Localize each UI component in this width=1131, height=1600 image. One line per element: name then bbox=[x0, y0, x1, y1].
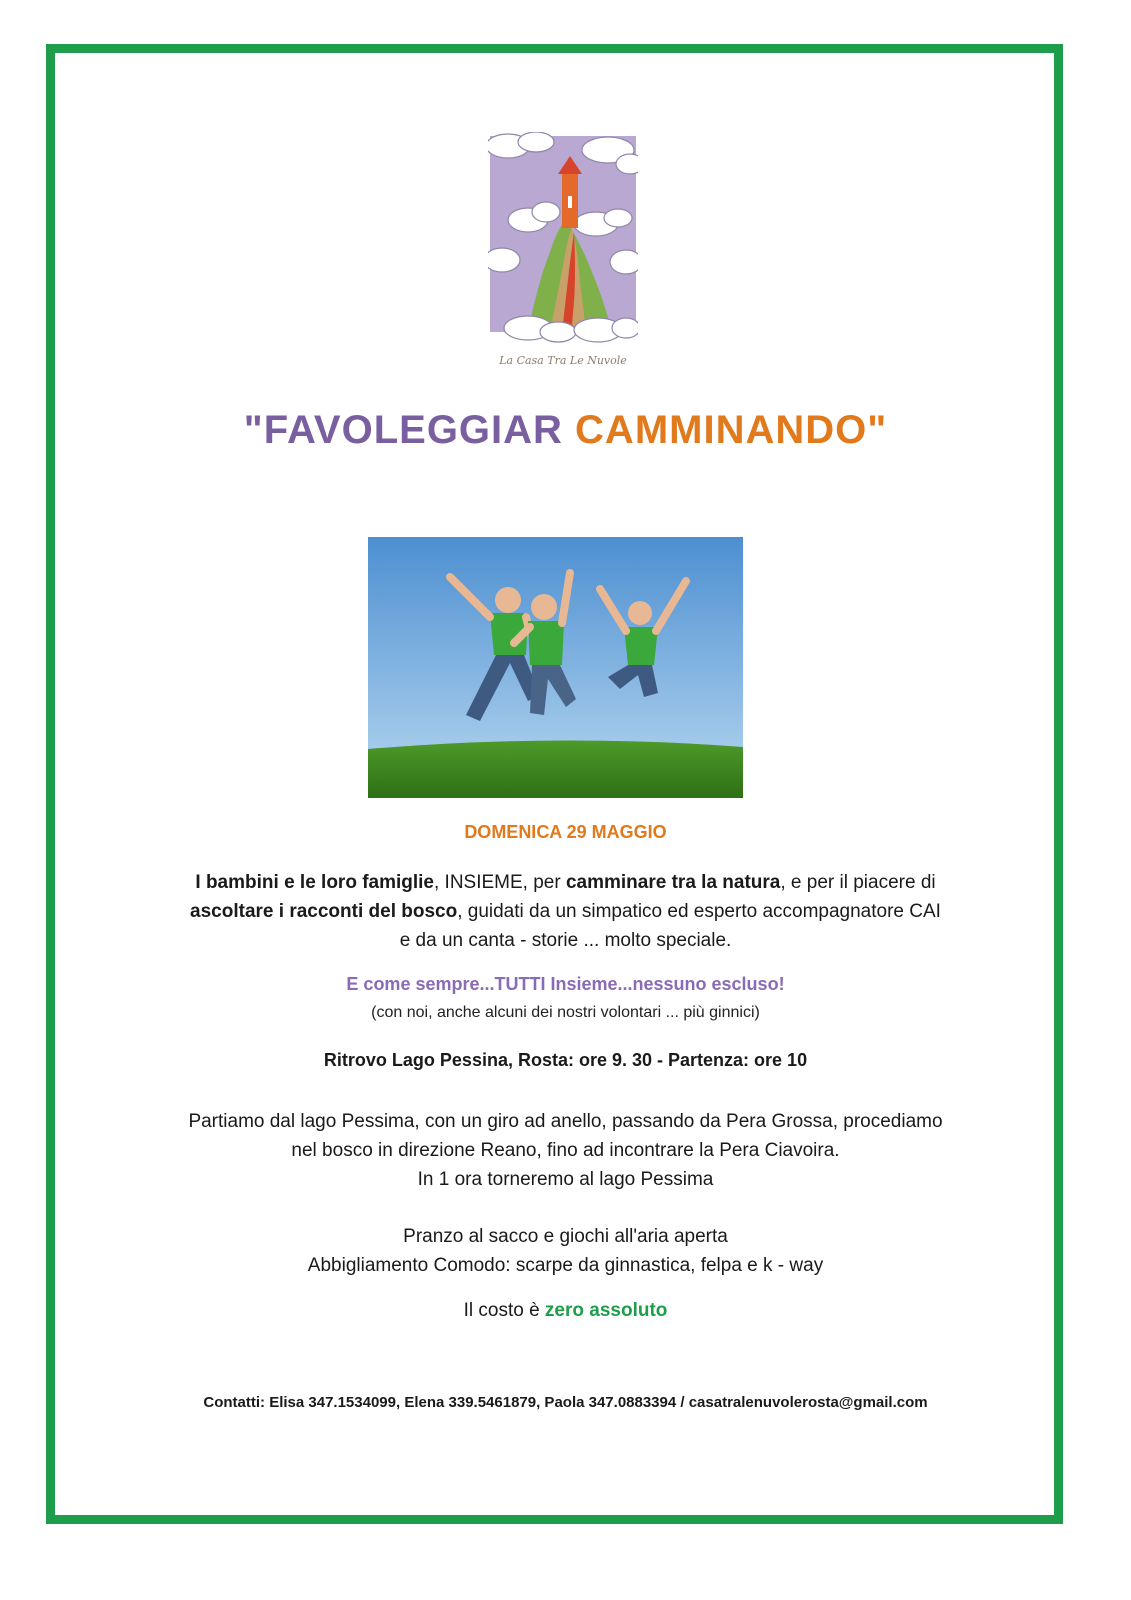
meeting-info: Ritrovo Lago Pessina, Rosta: ore 9. 30 - Partenza: ore 10 bbox=[323, 1050, 808, 1070]
cost-value: zero assoluto bbox=[544, 1300, 668, 1321]
route-line: nel bosco in direzione Reano, fino ad incontrare la Pera Ciavoira. bbox=[291, 1140, 840, 1161]
cost-label: Il costo è bbox=[463, 1300, 545, 1321]
intro-bold-2: camminare tra la natura bbox=[565, 872, 781, 893]
logo-caption: La Casa Tra Le Nuvole bbox=[499, 354, 627, 367]
cost-info bbox=[0, 1300, 1131, 1322]
title-part-2: CAMMINANDO" bbox=[575, 408, 888, 452]
route-line: In 1 ora torneremo al lago Pessima bbox=[417, 1169, 714, 1190]
lunch-info bbox=[0, 1222, 1131, 1280]
volunteers-note: (con noi, anche alcuni dei nostri volontari ... più ginnici) bbox=[371, 1004, 760, 1021]
association-logo bbox=[488, 132, 638, 372]
intro-text-2: , e per il piacere di bbox=[780, 872, 936, 893]
event-date: DOMENICA 29 MAGGIO bbox=[464, 822, 667, 842]
children-jumping-photo bbox=[368, 537, 743, 798]
intro-text-3: , guidati da un simpatico ed esperto accompagnatore CAI bbox=[457, 901, 941, 922]
contacts: Contatti: Elisa 347.1534099, Elena 339.5461879, Paola 347.0883394 / casatralenuvolerosta@gmail.com bbox=[203, 1394, 928, 1411]
lunch-line: Pranzo al sacco e giochi all'aria aperta bbox=[403, 1226, 728, 1247]
intro-bold-3: ascoltare i racconti del bosco bbox=[190, 901, 458, 922]
intro-text-4: e da un canta - storie ... molto speciale. bbox=[399, 930, 732, 951]
intro-text-1: , INSIEME, per bbox=[434, 872, 566, 893]
lunch-line: Abbigliamento Comodo: scarpe da ginnastica, felpa e k - way bbox=[307, 1255, 824, 1276]
page-title bbox=[0, 408, 1131, 453]
event-description bbox=[0, 868, 1131, 955]
route-line: Partiamo dal lago Pessima, con un giro ad anello, passando da Pera Grossa, procediamo bbox=[188, 1111, 943, 1132]
motto: E come sempre...TUTTI Insieme...nessuno escluso! bbox=[346, 974, 785, 994]
intro-bold-1: I bambini e le loro famiglie bbox=[195, 872, 434, 893]
title-part-1: "FAVOLEGGIAR bbox=[243, 408, 576, 452]
route-description bbox=[0, 1107, 1131, 1194]
